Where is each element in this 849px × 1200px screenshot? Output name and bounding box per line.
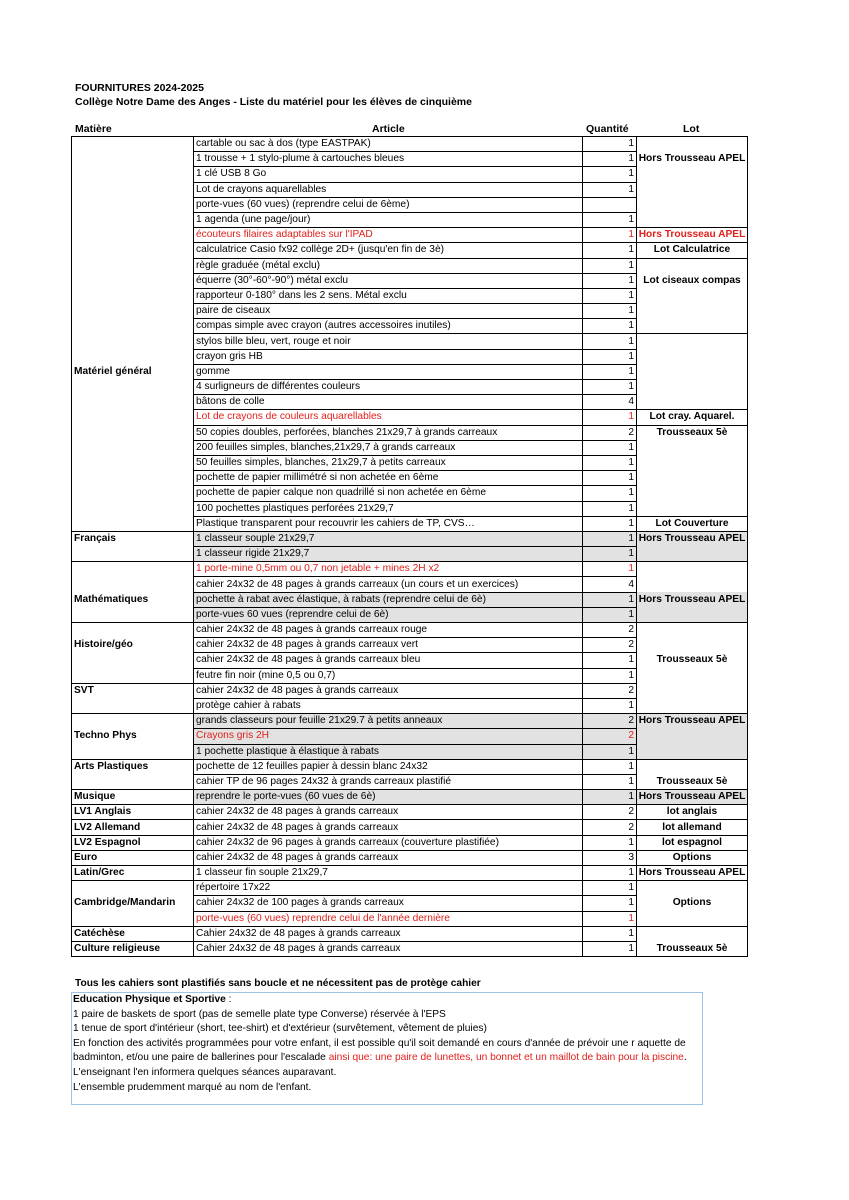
article-cell: cahier 24x32 de 48 pages à grands carreaux (un cours et un exercices) (194, 577, 583, 592)
article-cell: cahier 24x32 de 96 pages à grands carreaux (couverture plastifiée) (194, 835, 583, 850)
quantity-cell: 1 (583, 228, 637, 243)
quantity-cell: 2 (583, 714, 637, 729)
table-row (72, 212, 748, 227)
column-header-article: Article (372, 123, 405, 135)
table-row (72, 486, 748, 501)
table-row (72, 683, 748, 698)
article-cell: 200 feuilles simples, blanches,21x29,7 à grands carreaux (194, 440, 583, 455)
quantity-cell: 4 (583, 395, 637, 410)
table-row (72, 714, 748, 729)
lot-cell: Hors Trousseau APEL (637, 714, 748, 729)
article-cell: cahier 24x32 de 48 pages à grands carreaux (194, 820, 583, 835)
subject-cell: Cambridge/Mandarin (72, 896, 194, 911)
lot-cell (637, 547, 748, 562)
lot-cell (637, 486, 748, 501)
quantity-cell (583, 197, 637, 212)
subject-cell (72, 623, 194, 638)
subject-cell: Mathématiques (72, 592, 194, 607)
subject-cell: LV1 Anglais (72, 805, 194, 820)
article-cell: 1 classeur rigide 21x29,7 (194, 547, 583, 562)
eps-line-1: 1 paire de baskets de sport (pas de semelle plate type Converse) réservée à l'EPS (73, 1008, 446, 1020)
subject-cell (72, 152, 194, 167)
quantity-cell: 1 (583, 592, 637, 607)
table-row (72, 896, 748, 911)
lot-cell (637, 911, 748, 926)
quantity-cell: 2 (583, 638, 637, 653)
quantity-cell: 1 (583, 137, 637, 152)
subject-cell (72, 547, 194, 562)
lot-cell (637, 197, 748, 212)
article-cell: 1 clé USB 8 Go (194, 167, 583, 182)
subject-cell: Arts Plastiques (72, 759, 194, 774)
subject-cell (72, 182, 194, 197)
quantity-cell: 2 (583, 820, 637, 835)
subject-cell (72, 774, 194, 789)
article-cell: Crayons gris 2H (194, 729, 583, 744)
subject-cell: Techno Phys (72, 729, 194, 744)
lot-cell: Trousseaux 5è (637, 774, 748, 789)
eps-line-5: L'enseignant l'en informera quelques séances auparavant. (73, 1066, 337, 1078)
table-row (72, 182, 748, 197)
lot-cell (637, 729, 748, 744)
table-row (72, 471, 748, 486)
table-row (72, 137, 748, 152)
quantity-cell: 2 (583, 425, 637, 440)
lot-cell (637, 258, 748, 273)
subject-cell (72, 395, 194, 410)
table-row (72, 243, 748, 258)
article-cell: cahier 24x32 de 48 pages à grands carreaux (194, 805, 583, 820)
quantity-cell: 1 (583, 288, 637, 303)
article-cell: crayon gris HB (194, 349, 583, 364)
article-cell: Plastique transparent pour recouvrir les cahiers de TP, CVS… (194, 516, 583, 531)
lot-cell (637, 182, 748, 197)
quantity-cell: 1 (583, 440, 637, 455)
subject-cell (72, 410, 194, 425)
article-cell: 1 pochette plastique à élastique à rabats (194, 744, 583, 759)
quantity-cell: 1 (583, 759, 637, 774)
subject-cell (72, 668, 194, 683)
quantity-cell: 1 (583, 471, 637, 486)
eps-title: Education Physique et Sportive (73, 994, 226, 1005)
subject-cell (72, 698, 194, 713)
eps-line-4a: badminton, et/ou une paire de ballerines pour l'escalade (73, 1052, 329, 1064)
article-cell: Cahier 24x32 de 48 pages à grands carreaux (194, 926, 583, 941)
table-row (72, 152, 748, 167)
table-row (72, 638, 748, 653)
lot-cell (637, 607, 748, 622)
quantity-cell: 1 (583, 926, 637, 941)
lot-cell: Hors Trousseau APEL (637, 152, 748, 167)
article-cell: cahier 24x32 de 48 pages à grands carreaux vert (194, 638, 583, 653)
lot-cell: Lot Couverture (637, 516, 748, 531)
article-cell: 1 classeur souple 21x29,7 (194, 531, 583, 546)
article-cell: rapporteur 0-180° dans les 2 sens. Métal exclu (194, 288, 583, 303)
lot-cell: Hors Trousseau APEL (637, 531, 748, 546)
subject-cell (72, 243, 194, 258)
quantity-cell: 2 (583, 623, 637, 638)
subject-cell: Culture religieuse (72, 941, 194, 956)
subject-cell (72, 486, 194, 501)
lot-cell: Lot cray. Aquarel. (637, 410, 748, 425)
article-cell: Lot de crayons de couleurs aquarellables (194, 410, 583, 425)
quantity-cell: 1 (583, 866, 637, 881)
subject-cell (72, 273, 194, 288)
article-cell: porte-vues 60 vues (reprendre celui de 6è) (194, 607, 583, 622)
eps-box (71, 992, 703, 1105)
subject-cell: SVT (72, 683, 194, 698)
table-row (72, 850, 748, 865)
article-cell: 1 trousse + 1 stylo-plume à cartouches bleues (194, 152, 583, 167)
table-row (72, 607, 748, 622)
article-cell: écouteurs filaires adaptables sur l'IPAD (194, 228, 583, 243)
subject-cell (72, 288, 194, 303)
subject-cell (72, 137, 194, 152)
subject-cell (72, 516, 194, 531)
eps-line-2: 1 tenue de sport d'intérieur (short, tee-shirt) et d'extérieur (survêtement, vêtement de pluies) (73, 1023, 487, 1035)
table-row (72, 410, 748, 425)
subject-cell: Histoire/géo (72, 638, 194, 653)
lot-cell: lot anglais (637, 805, 748, 820)
subject-cell (72, 455, 194, 470)
subject-cell: Catéchèse (72, 926, 194, 941)
quantity-cell: 1 (583, 243, 637, 258)
subject-cell (72, 425, 194, 440)
article-cell: pochette à rabat avec élastique, à rabats (reprendre celui de 6è) (194, 592, 583, 607)
quantity-cell: 1 (583, 668, 637, 683)
quantity-cell: 1 (583, 835, 637, 850)
lot-cell (637, 304, 748, 319)
subject-cell (72, 197, 194, 212)
article-cell: cahier 24x32 de 48 pages à grands carreaux bleu (194, 653, 583, 668)
quantity-cell: 1 (583, 562, 637, 577)
table-row (72, 790, 748, 805)
column-header-matiere: Matière (75, 123, 112, 135)
subject-cell (72, 228, 194, 243)
table-row (72, 516, 748, 531)
quantity-cell: 1 (583, 273, 637, 288)
subject-cell (72, 258, 194, 273)
lot-cell: Options (637, 896, 748, 911)
article-cell: cahier 24x32 de 48 pages à grands carreaux (194, 850, 583, 865)
subject-cell (72, 334, 194, 349)
subject-cell (72, 380, 194, 395)
quantity-cell: 3 (583, 850, 637, 865)
table-row (72, 911, 748, 926)
subject-cell: Matériel général (72, 364, 194, 379)
table-row (72, 380, 748, 395)
lot-cell (637, 744, 748, 759)
article-cell: cahier 24x32 de 100 pages à grands carreaux (194, 896, 583, 911)
article-cell: 1 classeur fin souple 21x29,7 (194, 866, 583, 881)
page-subtitle: Collège Notre Dame des Anges - Liste du matériel pour les élèves de cinquième (75, 96, 472, 108)
quantity-cell: 1 (583, 319, 637, 334)
lot-cell (637, 471, 748, 486)
table-row (72, 228, 748, 243)
subject-cell (72, 607, 194, 622)
quantity-cell: 1 (583, 744, 637, 759)
article-cell: paire de ciseaux (194, 304, 583, 319)
article-cell: Cahier 24x32 de 48 pages à grands carreaux (194, 941, 583, 956)
quantity-cell: 1 (583, 896, 637, 911)
article-cell: 50 copies doubles, perforées, blanches 21x29,7 à grands carreaux (194, 425, 583, 440)
subject-cell (72, 319, 194, 334)
subject-cell (72, 471, 194, 486)
article-cell: 100 pochettes plastiques perforées 21x29,7 (194, 501, 583, 516)
lot-cell: Hors Trousseau APEL (637, 866, 748, 881)
subject-cell: Français (72, 531, 194, 546)
table-row (72, 197, 748, 212)
quantity-cell: 1 (583, 607, 637, 622)
lot-cell: Hors Trousseau APEL (637, 228, 748, 243)
article-cell: gomme (194, 364, 583, 379)
lot-cell (637, 334, 748, 349)
subject-cell: Musique (72, 790, 194, 805)
quantity-cell: 1 (583, 258, 637, 273)
lot-cell (637, 698, 748, 713)
subject-cell (72, 167, 194, 182)
article-cell: cahier TP de 96 pages 24x32 à grands carreaux plastifié (194, 774, 583, 789)
lot-cell (637, 926, 748, 941)
lot-cell (637, 395, 748, 410)
quantity-cell: 1 (583, 698, 637, 713)
lot-cell: Trousseaux 5è (637, 425, 748, 440)
subject-cell (72, 501, 194, 516)
lot-cell (637, 668, 748, 683)
lot-cell (637, 501, 748, 516)
lot-cell (637, 380, 748, 395)
quantity-cell: 2 (583, 729, 637, 744)
lot-cell: Lot Calculatrice (637, 243, 748, 258)
quantity-cell: 1 (583, 653, 637, 668)
quantity-cell: 1 (583, 182, 637, 197)
lot-cell (637, 440, 748, 455)
quantity-cell: 1 (583, 304, 637, 319)
table-row (72, 623, 748, 638)
article-cell: 4 surligneurs de différentes couleurs (194, 380, 583, 395)
lot-cell (637, 349, 748, 364)
article-cell: 1 porte-mine 0,5mm ou 0,7 non jetable + mines 2H x2 (194, 562, 583, 577)
lot-cell: Trousseaux 5è (637, 653, 748, 668)
table-row (72, 395, 748, 410)
table-row (72, 926, 748, 941)
subject-cell (72, 562, 194, 577)
table-row (72, 698, 748, 713)
quantity-cell: 2 (583, 683, 637, 698)
lot-cell (637, 167, 748, 182)
subject-cell (72, 212, 194, 227)
eps-line-6: L'ensemble prudemment marqué au nom de l'enfant. (73, 1081, 312, 1093)
lot-cell (637, 562, 748, 577)
table-row (72, 805, 748, 820)
article-cell: cartable ou sac à dos (type EASTPAK) (194, 137, 583, 152)
article-cell: 1 agenda (une page/jour) (194, 212, 583, 227)
lot-cell (637, 577, 748, 592)
quantity-cell: 1 (583, 152, 637, 167)
table-row (72, 258, 748, 273)
table-row (72, 547, 748, 562)
quantity-cell: 1 (583, 501, 637, 516)
table-row (72, 440, 748, 455)
supplies-table (71, 136, 748, 957)
quantity-cell: 1 (583, 790, 637, 805)
eps-title-suffix: : (225, 994, 232, 1005)
subject-cell (72, 577, 194, 592)
lot-cell (637, 881, 748, 896)
article-cell: Lot de crayons aquarellables (194, 182, 583, 197)
eps-line-3: En fonction des activités programmées pour votre enfant, il est possible qu'il soit demandé en cours d'année de prévoir une r aquette de (73, 1037, 686, 1049)
quantity-cell: 1 (583, 516, 637, 531)
quantity-cell: 1 (583, 455, 637, 470)
table-row (72, 941, 748, 956)
quantity-cell: 1 (583, 410, 637, 425)
table-row (72, 364, 748, 379)
lot-cell (637, 137, 748, 152)
subject-cell: LV2 Allemand (72, 820, 194, 835)
quantity-cell: 1 (583, 334, 637, 349)
subject-cell (72, 653, 194, 668)
table-row (72, 349, 748, 364)
subject-cell (72, 714, 194, 729)
table-row (72, 881, 748, 896)
table-row (72, 334, 748, 349)
table-row (72, 501, 748, 516)
page-title: FOURNITURES 2024-2025 (75, 82, 204, 94)
column-header-quantite: Quantité (586, 123, 629, 135)
table-row (72, 531, 748, 546)
eps-line-4c: . (683, 1052, 687, 1064)
table-row (72, 577, 748, 592)
column-header-lot: Lot (683, 123, 700, 135)
quantity-cell: 1 (583, 349, 637, 364)
table-row (72, 167, 748, 182)
subject-cell: LV2 Espagnol (72, 835, 194, 850)
subject-cell (72, 349, 194, 364)
table-row (72, 455, 748, 470)
table-row (72, 774, 748, 789)
quantity-cell: 2 (583, 805, 637, 820)
lot-cell (637, 623, 748, 638)
article-cell: calculatrice Casio fx92 collège 2D+ (jusqu'en fin de 3è) (194, 243, 583, 258)
table-row (72, 820, 748, 835)
lot-cell (637, 683, 748, 698)
lot-cell: lot allemand (637, 820, 748, 835)
article-cell: grands classeurs pour feuille 21x29.7 à petits anneaux (194, 714, 583, 729)
article-cell: 50 feuilles simples, blanches, 21x29,7 à petits carreaux (194, 455, 583, 470)
article-cell: cahier 24x32 de 48 pages à grands carreaux (194, 683, 583, 698)
quantity-cell: 4 (583, 577, 637, 592)
lot-cell (637, 455, 748, 470)
table-row (72, 304, 748, 319)
article-cell: pochette de papier millimétré si non achetée en 6ème (194, 471, 583, 486)
table-row (72, 729, 748, 744)
quantity-cell: 1 (583, 531, 637, 546)
subject-cell (72, 304, 194, 319)
article-cell: feutre fin noir (mine 0,5 ou 0,7) (194, 668, 583, 683)
lot-cell: lot espagnol (637, 835, 748, 850)
quantity-cell: 1 (583, 941, 637, 956)
quantity-cell: 1 (583, 911, 637, 926)
lot-cell: Options (637, 850, 748, 865)
quantity-cell: 1 (583, 774, 637, 789)
table-row (72, 425, 748, 440)
quantity-cell: 1 (583, 881, 637, 896)
table-row (72, 592, 748, 607)
cahiers-note: Tous les cahiers sont plastifiés sans boucle et ne nécessitent pas de protège cahier (75, 978, 481, 989)
lot-cell (637, 288, 748, 303)
article-cell: protège cahier à rabats (194, 698, 583, 713)
lot-cell: Hors Trousseau APEL (637, 790, 748, 805)
table-row (72, 319, 748, 334)
table-row (72, 562, 748, 577)
article-cell: pochette de papier calque non quadrillé si non achetée en 6ème (194, 486, 583, 501)
lot-cell (637, 364, 748, 379)
lot-cell: Lot ciseaux compas (637, 273, 748, 288)
table-row (72, 744, 748, 759)
lot-cell: Trousseaux 5è (637, 941, 748, 956)
table-row (72, 759, 748, 774)
subject-cell (72, 744, 194, 759)
article-cell: porte-vues (60 vues) reprendre celui de l'année dernière (194, 911, 583, 926)
quantity-cell: 1 (583, 547, 637, 562)
subject-cell (72, 881, 194, 896)
quantity-cell: 1 (583, 486, 637, 501)
lot-cell (637, 759, 748, 774)
lot-cell (637, 638, 748, 653)
table-row (72, 835, 748, 850)
article-cell: porte-vues (60 vues) (reprendre celui de 6ème) (194, 197, 583, 212)
lot-cell (637, 319, 748, 334)
subject-cell: Euro (72, 850, 194, 865)
subject-cell: Latin/Grec (72, 866, 194, 881)
lot-cell: Hors Trousseau APEL (637, 592, 748, 607)
article-cell: répertoire 17x22 (194, 881, 583, 896)
table-row (72, 273, 748, 288)
quantity-cell: 1 (583, 364, 637, 379)
article-cell: compas simple avec crayon (autres accessoires inutiles) (194, 319, 583, 334)
article-cell: équerre (30°-60°-90°) métal exclu (194, 273, 583, 288)
article-cell: règle graduée (métal exclu) (194, 258, 583, 273)
subject-cell (72, 440, 194, 455)
quantity-cell: 1 (583, 380, 637, 395)
article-cell: bâtons de colle (194, 395, 583, 410)
article-cell: reprendre le porte-vues (60 vues de 6è) (194, 790, 583, 805)
article-cell: stylos bille bleu, vert, rouge et noir (194, 334, 583, 349)
table-row (72, 288, 748, 303)
table-row (72, 866, 748, 881)
table-row (72, 653, 748, 668)
quantity-cell: 1 (583, 212, 637, 227)
quantity-cell: 1 (583, 167, 637, 182)
lot-cell (637, 212, 748, 227)
table-row (72, 668, 748, 683)
article-cell: pochette de 12 feuilles papier à dessin blanc 24x32 (194, 759, 583, 774)
subject-cell (72, 911, 194, 926)
eps-line-4b: ainsi que: une paire de lunettes, un bonnet et un maillot de bain pour la piscine (328, 1052, 684, 1064)
article-cell: cahier 24x32 de 48 pages à grands carreaux rouge (194, 623, 583, 638)
